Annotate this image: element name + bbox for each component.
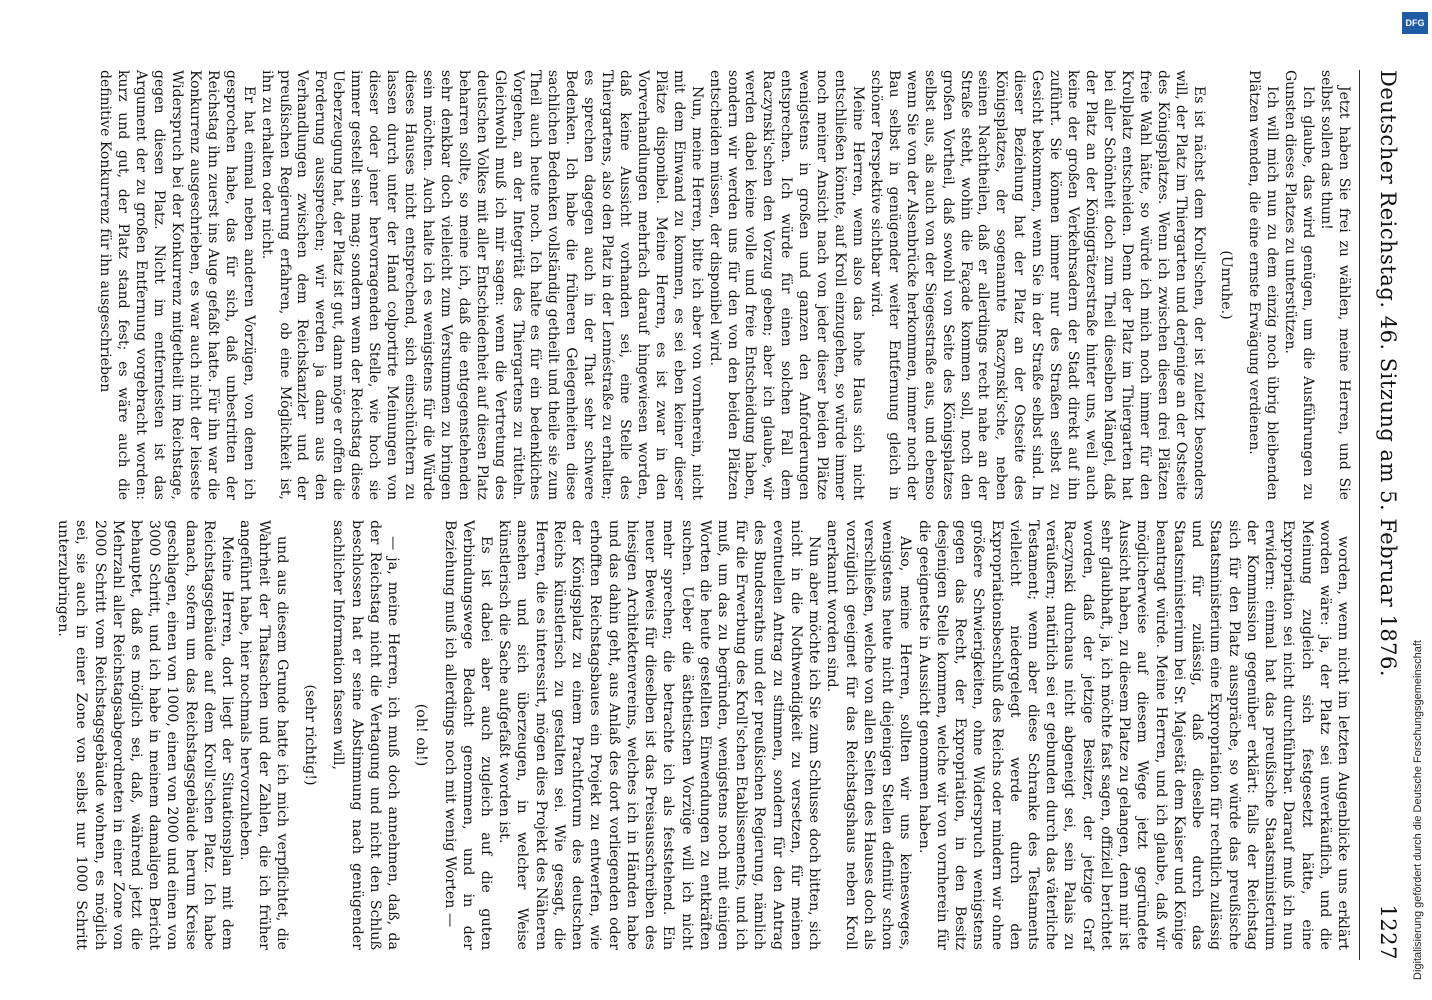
paragraph: Es ist dabei aber auch zugleich auf die guten Verbindungswege Bedacht genommen, und in der Beziehung muß ich allerdings noch mit wenig Worten — [441,520,494,950]
right-column [54,520,1352,950]
interjection: (Unruhe.) [1218,250,1235,320]
paragraph: — ja, meine Herren, ich muß doch annehmen, daß, da der Reichstag nicht die Vertagung und nicht den Schluß beschlossen hat er seine Abstimmung nach genügender sachlicher Information fassen will, [330,520,402,950]
paragraph: Ich glaube, das wird genügen, um die Ausführungen zu Gunsten dieses Platzes zu unterstützen. [1282,70,1317,500]
header-title: Deutscher Reichstag. 46. Sitzung am 5. Februar 1876. [1376,70,1400,678]
paragraph: Nun aber möchte ich Sie zum Schlusse doch bitten, sich nicht in die Nothwendigkeit zu versetzen, für meinen eventuellen Antrag zu stimmen, sondern für den Antrag des Bundesraths und der preußischen Regierung, nämlich für die Erwerbung des Kroll'schen Etablissements, und ich muß, um das zu begründen, wenigstens noch mit einigen Worten die heute gestellten Einwendungen zu entkräften suchen. Ueber die ästhetischen Vorzüge will ich nicht mehr sprechen; die betrachte ich als feststehend. Ein neuer Beweis für dieselben ist das Preisausschreiben des hiesigen Architektenvereins, welches ich in Händen habe und das dahin geht, aus Anlaß des dort vorliegenden oder erhofften Reichstagsbaues ein Projekt zu entwerfen, wie der Königsplatz zu einem Prachtforum des deutschen Reichs künstlerisch zu gestalten sei. Wie gesagt, die Herren, die es interessirt, mögen dies Projekt des Näheren ansehen und sich überzeugen, in welcher Weise künstlerisch die Sache aufgefaßt worden ist. [496,520,823,950]
page-number: 1227 [1376,904,1400,960]
interjection: (oh! oh!) [413,703,430,767]
paragraph: Nun, meine Herren, bitte ich aber von vornherein, nicht mit dem Einwand zu kommen, es sei eben keiner dieser Plätze disponibel. Meine Herren, es ist zwar in den Vorverhandlungen mehrfach darauf hingewiesen worden, daß keine Aussicht vorhanden sei, eine Stelle des Thiergartens, also den Platz in der Lennéstraße zu erhalten; es sprechen dagegen auch in der That sehr schwere Bedenken. Ich habe die früheren Gelegenheiten diese sachlichen Bedenken vollständig getheilt und theile sie zum Theil auch heute noch. Ich halte es für ein bedenkliches Vorgehen, an der Integrität des Thiergartens zu rütteln. Gleichwohl muß ich mir sagen: wenn die Vertretung des deutschen Volkes mit aller Entschiedenheit auf diesen Platz beharren sollte, so meine ich, daß die entgegenstehenden sehr denkbar doch vielleicht zum Verstummen zu bringen sein möchten. Auch halte ich es wenigstens für die Würde dieses Hauses nicht entsprechend, sich einschüchtern zu lassen durch unter der Hand colportirte Meinungen von dieser oder jener hervorragenden Stelle, wie hoch sie immer gestellt sein mag; sondern wenn der Reichstag diese Ueberzeugung hat, der Platz ist gut, dann möge er offen die Forderung aussprechen; wir werden ja dann aus den Verhandlungen zwischen dem Reichskanzler und der preußischen Regierung erfahren, ob eine Möglichkeit ist, ihn zu erhalten oder nicht. [258,70,705,500]
paragraph: Also, meine Herren, sollten wir uns keinesweges, wenigstens heute nicht diejenigen Stellen definitiv schon verschließen, welche von allen Seiten des Hauses doch als vorzüglich geeignet für das Reichstagshaus neben Kroll anerkannt worden sind. [824,520,914,950]
paragraph: Er hat einmal neben anderen Vorzügen, von denen ich gesprochen habe, das für sich, daß unbestritten der Reichstag ihn zuerst ins Auge gefaßt hatte. Für ihn war die Konkurrenz ausgeschrieben, es war auch nicht der leiseste Widerspruch bei der Konkurrenz mitgetheilt im Reichstage, gegen diesen Platz. Nicht im entferntesten ist das Argument der zu großen Entfernung vorgebracht worden: kurz und gut, der Platz stand fest; es wäre auch die definitive Konkurrenz für ihn ausgeschrieben [97,70,257,500]
interjection: (sehr richtig!) [302,684,319,786]
paragraph: Meine Herren, wenn also das hohe Haus sich nicht entschließen könnte, auf Kroll einzugehen, so würde immer noch meiner Ansicht nach von jeder dieser beiden Plätze wenigstens in großen und ganzen den Anforderungen entsprechen. Ich würde für einen solchen Fall dem Raczynski'schen den Vorzug geben; aber ich glaube, wir werden dabei keine volle und freie Entscheidung haben, sondern wir werden uns für den von den beiden Plätzen entscheiden müssen, der disponibel wird. [706,70,867,500]
left-column [95,70,1352,500]
paragraph: Ich will mich nun zu dem einzig noch übrig bleibenden Plätzen wenden, die eine ernste Erwägung verdienen. [1246,70,1281,500]
dfg-logo: DFG [1402,12,1428,34]
paragraph: Meine Herren, dort liegt der Situationsplan mit dem Reichstagsgebäude auf dem Kroll'schen Platz. Ich habe danach, sofern um das Reichstagsgebäude herum Kreise geschlagen, einen von 1000, einen von 2000 und einen von 3000 Schritt, und ich habe in meinem damaligen Bericht behauptet, daß es möglich sei, daß, während jetzt die Mehrzahl aller Reichstagsabgeordneten in einer Zone von 2000 Schritt vom Reichstagsgebäude wohnen, es möglich sei, sie auch in einer Zone von selbst nur 1000 Schritt unterzubringen. [55,520,236,950]
paragraph: und aus diesem Grunde hatte ich mich verpflichtet, die Wahrheit der Thatsachen und der Zahlen, die ich früher angeführt habe, hier nochmals hervorzuheben. [237,520,290,950]
digitization-note: Digitalisierung gefördert durch die Deutsche Forschungsgemeinschaft [1412,640,1424,980]
paragraph: Jetzt haben Sie frei zu wählen, meine Herren, und Sie selbst sollen das thun! [1318,70,1352,500]
page-header [1364,70,1404,960]
header-rule [1359,70,1360,960]
paragraph: Es ist nächst dem Kroll'schen, der ist zuletzt besonders will, der Platz im Thiergarten und derjenige an der Ostseite des Königsplatzes. Wenn ich zwischen diesen drei Plätzen freie Wahl hätte, so würde ich mich noch immer für den Krollplatz entscheiden. Denn der Platz im Thiergarten hat bei aller Schönheit doch zum Theil dieselben Mängel, daß der Platz an der Königgrätzerstraße hinter uns, weil auch keine der großen Verkehrsadern der Stadt direkt auf ihn zuführt. Sie können immer nur des Straßen selbst zu Gesicht bekommen, wenn Sie in der Straße selbst sind. In dieser Beziehung hat der Platz an der Ostseite des Königsplatzes, der sogenannte Raczynski'sche, neben seinen Nachtheilen, daß er allerdings recht nahe an der Straße steht, wohin die Façade kommen soll, noch den großen Vortheil, daß sowohl von Seite des Königsplatzes selbst aus, als auch von der Siegesstraße aus, und ebenso wenn Sie von der Alsenbrücke herkommen, immer noch der Bau selbst in genügender weiter Entfernung gleich in schöner Perspektive sichtbar wird. [867,70,1207,500]
paragraph: worden, wenn nicht im letzten Augenblicke uns erklärt worden wäre: ja, der Platz sei unverkäuflich, und die Meinung zugleich sich festgesetzt hätte, eine Expropriation sei nicht durchführbar. Darauf muß ich nun erwidern: einmal hat das preußische Staatsministerium der Kommission gegenüber erklärt: falls der Reichstag sich für den Platz ausspräche, so würde das preußische Staatsministerium eine Expropriation für rechtlich zulässig und für zulässig, daß dieselbe durch das Staatsministerium bei Sr. Majestät dem Kaiser und Könige beantragt würde. Meine Herren, und ich glaube, daß wir möglicherweise auf diesem Wege jetzt gegründete Aussicht haben, zu diesem Platze zu gelangen, denn mir ist sehr glaubhaft, ja, ich möchte fast sagen, offiziell berichtet worden, daß der jetzige Besitzer, der jetzige Graf Raczynski durchaus nicht abgeneigt sei, sein Palais zu veräußern; natürlich sei er gebunden durch das väterliche Testament; wenn aber diese Schranke des Testaments vielleicht niedergelegt werde durch den Expropriationsbeschluß des Reichs oder mindern wir ohne größere Schwierigkeiten, ohne Widerspruch wenigstens gegen das Recht, der Expropriation, in den Besitz desjenigen Stelle kommen, welche wir von vornherein für die geeignetste in Aussicht genommen haben. [915,520,1351,950]
